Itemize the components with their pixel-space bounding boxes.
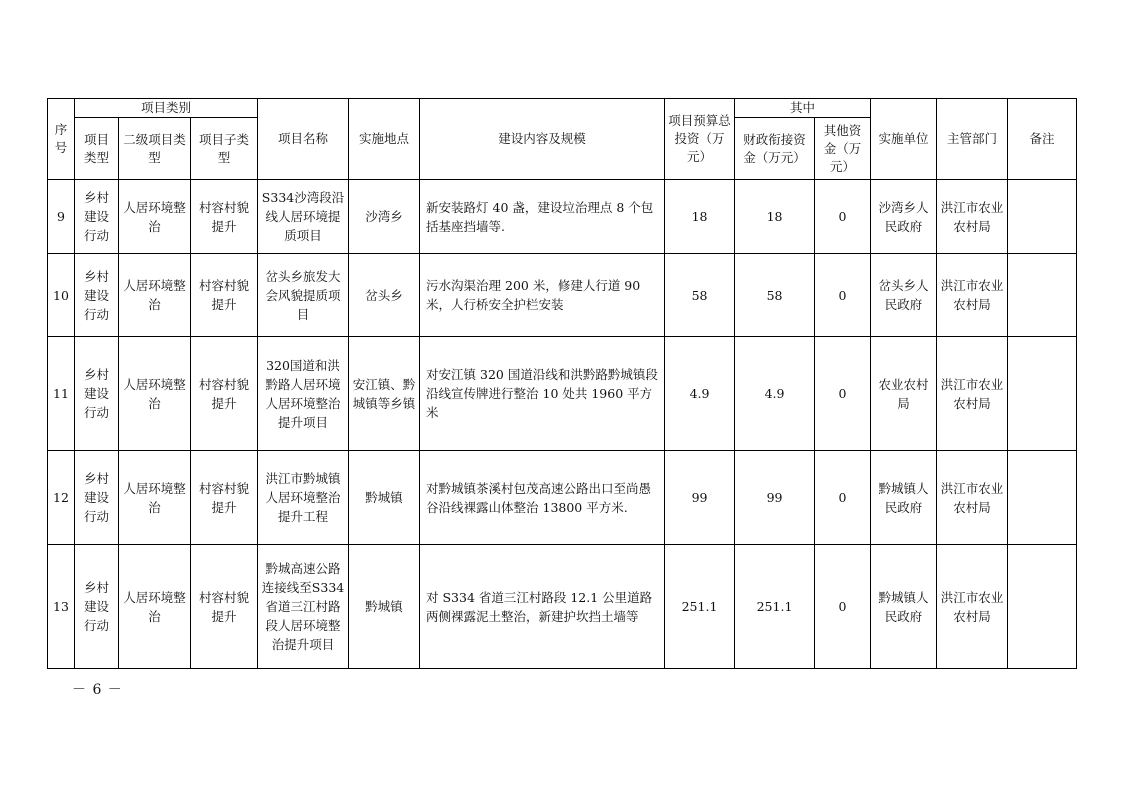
- cell-location: 黔城镇: [349, 451, 420, 545]
- cell-unit: 农业农村局: [871, 337, 937, 451]
- cell-project-name: S334沙湾段沿线人居环境提质项目: [258, 180, 349, 254]
- header-content: 建设内容及规模: [420, 99, 665, 180]
- cell-budget: 4.9: [665, 337, 735, 451]
- cell-project-name: 洪江市黔城镇人居环境整治提升工程: [258, 451, 349, 545]
- cell-remark: [1008, 451, 1077, 545]
- cell-dept: 洪江市农业农村局: [937, 545, 1008, 669]
- header-secondary-type: 二级项目类型: [119, 118, 191, 180]
- cell-unit: 岔头乡人民政府: [871, 254, 937, 337]
- cell-seq: 13: [48, 545, 75, 669]
- cell-seq: 11: [48, 337, 75, 451]
- cell-fiscal: 99: [735, 451, 815, 545]
- table-body: [48, 180, 1077, 669]
- header-project-name: 项目名称: [258, 99, 349, 180]
- cell-dept: 洪江市农业农村局: [937, 451, 1008, 545]
- table-row: [48, 337, 1077, 451]
- header-of-which: 其中: [735, 99, 871, 118]
- cell-other: 0: [815, 451, 871, 545]
- cell-unit: 黔城镇人民政府: [871, 451, 937, 545]
- cell-content: 对安江镇 320 国道沿线和洪黔路黔城镇段沿线宣传牌进行整治 10 处共 1960 平方米: [420, 337, 665, 451]
- project-table: [47, 98, 1077, 669]
- cell-budget: 58: [665, 254, 735, 337]
- cell-fiscal: 18: [735, 180, 815, 254]
- cell-content: 污水沟渠治理 200 米，修建人行道 90 米，人行桥安全护栏安装: [420, 254, 665, 337]
- cell-location: 岔头乡: [349, 254, 420, 337]
- cell-fiscal: 4.9: [735, 337, 815, 451]
- page-number: － 6 －: [72, 682, 123, 698]
- cell-dept: 洪江市农业农村局: [937, 337, 1008, 451]
- cell-location: 沙湾乡: [349, 180, 420, 254]
- cell-content: 新安装路灯 40 盏，建设垃治理点 8 个包括基座挡墙等.: [420, 180, 665, 254]
- header-unit: 实施单位: [871, 99, 937, 180]
- header-other: 其他资金（万元）: [815, 118, 871, 180]
- cell-seq: 9: [48, 180, 75, 254]
- cell-budget: 251.1: [665, 545, 735, 669]
- header-location: 实施地点: [349, 99, 420, 180]
- cell-remark: [1008, 254, 1077, 337]
- cell-location: 安江镇、黔城镇等乡镇: [349, 337, 420, 451]
- cell-secondary-type: 人居环境整治: [119, 180, 191, 254]
- cell-unit: 沙湾乡人民政府: [871, 180, 937, 254]
- header-category-group: 项目类别: [75, 99, 258, 118]
- header-remark: 备注: [1008, 99, 1077, 180]
- cell-dept: 洪江市农业农村局: [937, 180, 1008, 254]
- cell-sub-type: 村容村貌提升: [191, 337, 258, 451]
- cell-secondary-type: 人居环境整治: [119, 337, 191, 451]
- header-seq: 序号: [48, 99, 75, 180]
- cell-type: 乡村建设行动: [75, 451, 119, 545]
- table-row: [48, 545, 1077, 669]
- header-dept: 主管部门: [937, 99, 1008, 180]
- cell-type: 乡村建设行动: [75, 337, 119, 451]
- cell-project-name: 岔头乡旅发大会风貌提质项目: [258, 254, 349, 337]
- cell-type: 乡村建设行动: [75, 180, 119, 254]
- cell-budget: 99: [665, 451, 735, 545]
- cell-budget: 18: [665, 180, 735, 254]
- cell-other: 0: [815, 180, 871, 254]
- table-row: [48, 180, 1077, 254]
- cell-sub-type: 村容村貌提升: [191, 451, 258, 545]
- cell-project-name: 黔城高速公路连接线至S334省道三江村路段人居环境整治提升项目: [258, 545, 349, 669]
- cell-content: 对黔城镇茶溪村包茂高速公路出口至尚愚谷沿线裸露山体整治 13800 平方米.: [420, 451, 665, 545]
- cell-secondary-type: 人居环境整治: [119, 545, 191, 669]
- header-sub-type: 项目子类型: [191, 118, 258, 180]
- cell-fiscal: 58: [735, 254, 815, 337]
- cell-other: 0: [815, 545, 871, 669]
- cell-dept: 洪江市农业农村局: [937, 254, 1008, 337]
- cell-type: 乡村建设行动: [75, 545, 119, 669]
- cell-other: 0: [815, 337, 871, 451]
- table-row: [48, 254, 1077, 337]
- cell-remark: [1008, 337, 1077, 451]
- cell-seq: 10: [48, 254, 75, 337]
- table-row: [48, 451, 1077, 545]
- cell-type: 乡村建设行动: [75, 254, 119, 337]
- cell-project-name: 320国道和洪黔路人居环境人居环境整治提升项目: [258, 337, 349, 451]
- header-fiscal: 财政衔接资金（万元）: [735, 118, 815, 180]
- cell-content: 对 S334 省道三江村路段 12.1 公里道路两侧裸露泥土整治，新建护坎挡土墙等: [420, 545, 665, 669]
- header-type: 项目类型: [75, 118, 119, 180]
- cell-seq: 12: [48, 451, 75, 545]
- cell-secondary-type: 人居环境整治: [119, 254, 191, 337]
- cell-location: 黔城镇: [349, 545, 420, 669]
- cell-remark: [1008, 545, 1077, 669]
- cell-secondary-type: 人居环境整治: [119, 451, 191, 545]
- cell-other: 0: [815, 254, 871, 337]
- cell-sub-type: 村容村貌提升: [191, 254, 258, 337]
- cell-remark: [1008, 180, 1077, 254]
- cell-sub-type: 村容村貌提升: [191, 545, 258, 669]
- cell-fiscal: 251.1: [735, 545, 815, 669]
- cell-sub-type: 村容村貌提升: [191, 180, 258, 254]
- cell-unit: 黔城镇人民政府: [871, 545, 937, 669]
- table-header: [48, 99, 1077, 180]
- header-budget: 项目预算总投资（万元）: [665, 99, 735, 180]
